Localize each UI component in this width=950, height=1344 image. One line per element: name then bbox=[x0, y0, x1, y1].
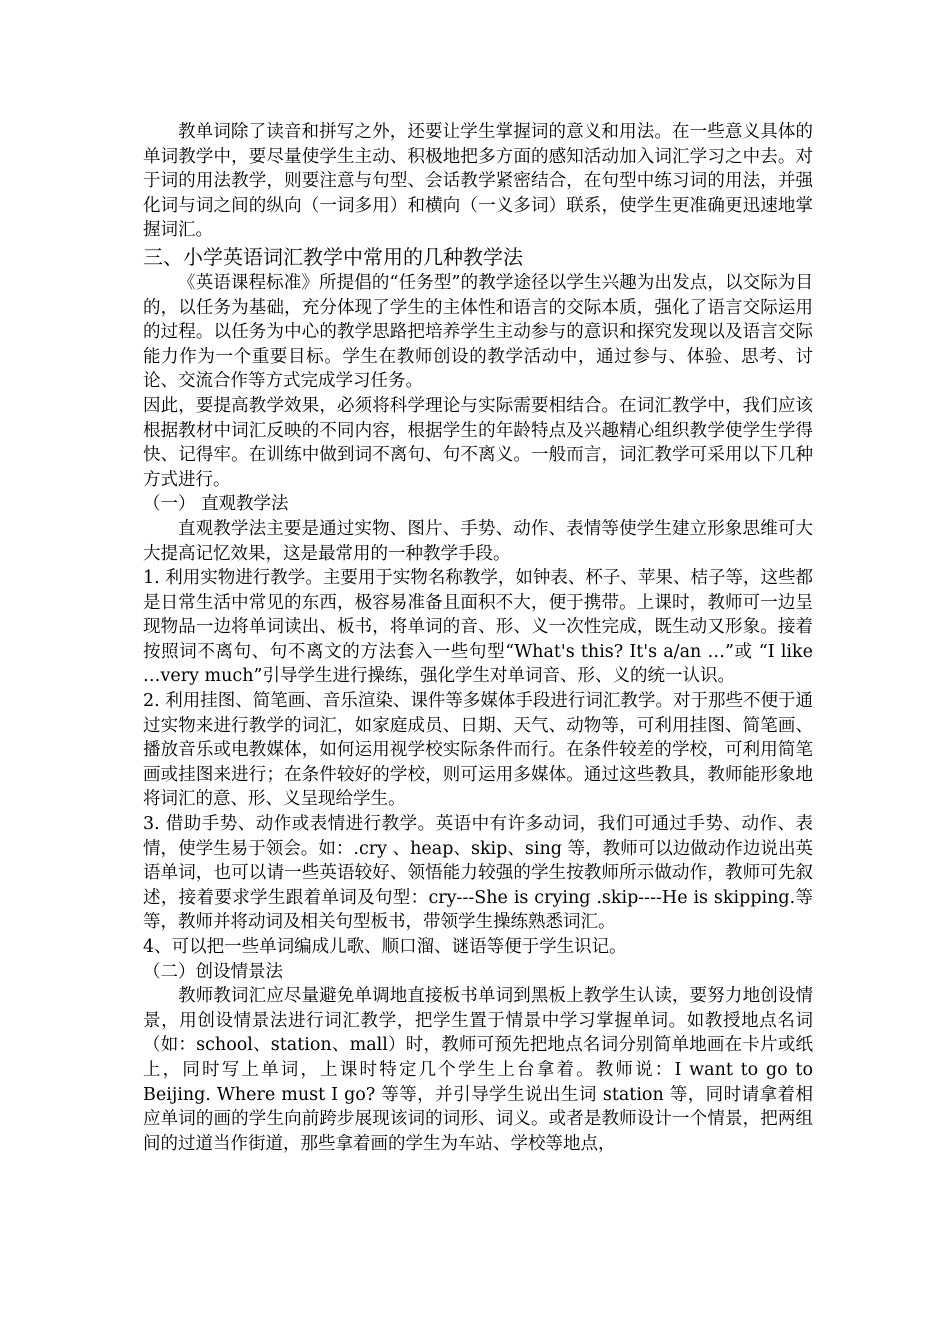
paragraph-direct-method: 直观教学法主要是通过实物、图片、手势、动作、表情等使学生建立形象思维可大大提高记忆效果，这是最常用的一种教学手段。 bbox=[143, 518, 813, 564]
list-item-3: 3. 借助手势、动作或表情进行教学。英语中有许多动词，我们可通过手势、动作、表情，使学生易于领会。如：.cry 、heap、skip、sing 等，教师可以边做动作边说出英语单词，也可以请一些英语较好、领悟能力较强的学生按教师所示做动作，教师可先叙述，接着要求学生跟着单词及句型：cry---She is crying .skip----He is skipping.等等，教师并将动词及相关句型板书，带领学生操练熟悉词汇。 bbox=[143, 814, 813, 933]
list-item-4: 4、可以把一些单词编成儿歌、顺口溜、谜语等便于学生识记。 bbox=[143, 937, 627, 957]
paragraph-therefore: 因此，要提高教学效果，必须将科学理论与实际需要相结合。在词汇教学中，我们应该根据教材中词汇反映的不同内容，根据学生的年龄特点及兴趣精心组织教学使学生学得快、记得牢。在训练中做到词不离句、句不离义。一般而言，词汇教学可采用以下几种方式进行。 bbox=[143, 395, 813, 490]
paragraph-intro: 教单词除了读音和拼写之外，还要让学生掌握词的意义和用法。在一些意义具体的单词教学中，要尽量使学生主动、积极地把多方面的感知活动加入词汇学习之中去。对于词的用法教学，则要注意与句型、会话教学紧密结合，在句型中练习词的用法，并强化词与词之间的纵向（一词多用）和横向（一义多词）联系，使学生更准确更迅速地掌握词汇。 bbox=[143, 122, 813, 241]
list-item-1: 1. 利用实物进行教学。主要用于实物名称教学，如钟表、杯子、苹果、桔子等，这些都是日常生活中常见的东西，极容易准备且面积不大，便于携带。上课时，教师可一边呈现物品一边将单词读出、板书，将单词的音、形、义一次性完成，既生动又形象。接着按照词不离句、句不离文的方法套入一些句型“What's this? It's a/an …”或 “I like …very much”引导学生进行操练，强化学生对单词音、形、义的统一认识。 bbox=[143, 568, 813, 687]
paragraph-situation-method: 教师教词汇应尽量避免单调地直接板书单词到黑板上教学生认读，要努力地创设情景，用创设情景法进行词汇教学，把学生置于情景中学习掌握单词。如教授地点名词（如：school、station、mall）时，教师可预先把地点名词分别简单地画在卡片或纸上，同时写上单词，上课时特定几个学生上台拿着。教师说：I want to go to Beijing. Where must I go? 等等，并引导学生说出生词 station 等，同时请拿着相应单词的画的学生向前跨步展现该词的词形、词义。或者是教师设计一个情景，把两组间的过道当作街道，那些拿着画的学生为车站、学校等地点， bbox=[143, 986, 813, 1154]
section-heading: 三、小学英语词汇教学中常用的几种教学法 bbox=[143, 244, 523, 269]
subheading-situation-method: （二）创设情景法 bbox=[143, 961, 283, 982]
paragraph-task-based: 《英语课程标准》所提倡的“任务型”的教学途径以学生兴趣为出发点，以交际为目的，以任务为基础，充分体现了学生的主体性和语言的交际本质，强化了语言交际运用的过程。以任务为中心的教学思路把培养学生主动参与的意识和探究发现以及语言交际能力作为一个重要目标。学生在教师创设的教学活动中，通过参与、体验、思考、讨论、交流合作等方式完成学习任务。 bbox=[143, 272, 813, 392]
document-body bbox=[143, 120, 813, 1156]
subheading-direct-method: （一） 直观教学法 bbox=[143, 494, 289, 515]
list-item-2: 2. 利用挂图、简笔画、音乐渲染、课件等多媒体手段进行词汇教学。对于那些不便于通过实物来进行教学的词汇，如家庭成员、日期、天气、动物等，可利用挂图、简笔画、播放音乐或电教媒体，如何运用视学校实际条件而行。在条件较差的学校，可利用简笔画或挂图来进行；在条件较好的学校，则可运用多媒体。通过这些教具，教师能形象地将词汇的意、形、义呈现给学生。 bbox=[143, 691, 813, 810]
